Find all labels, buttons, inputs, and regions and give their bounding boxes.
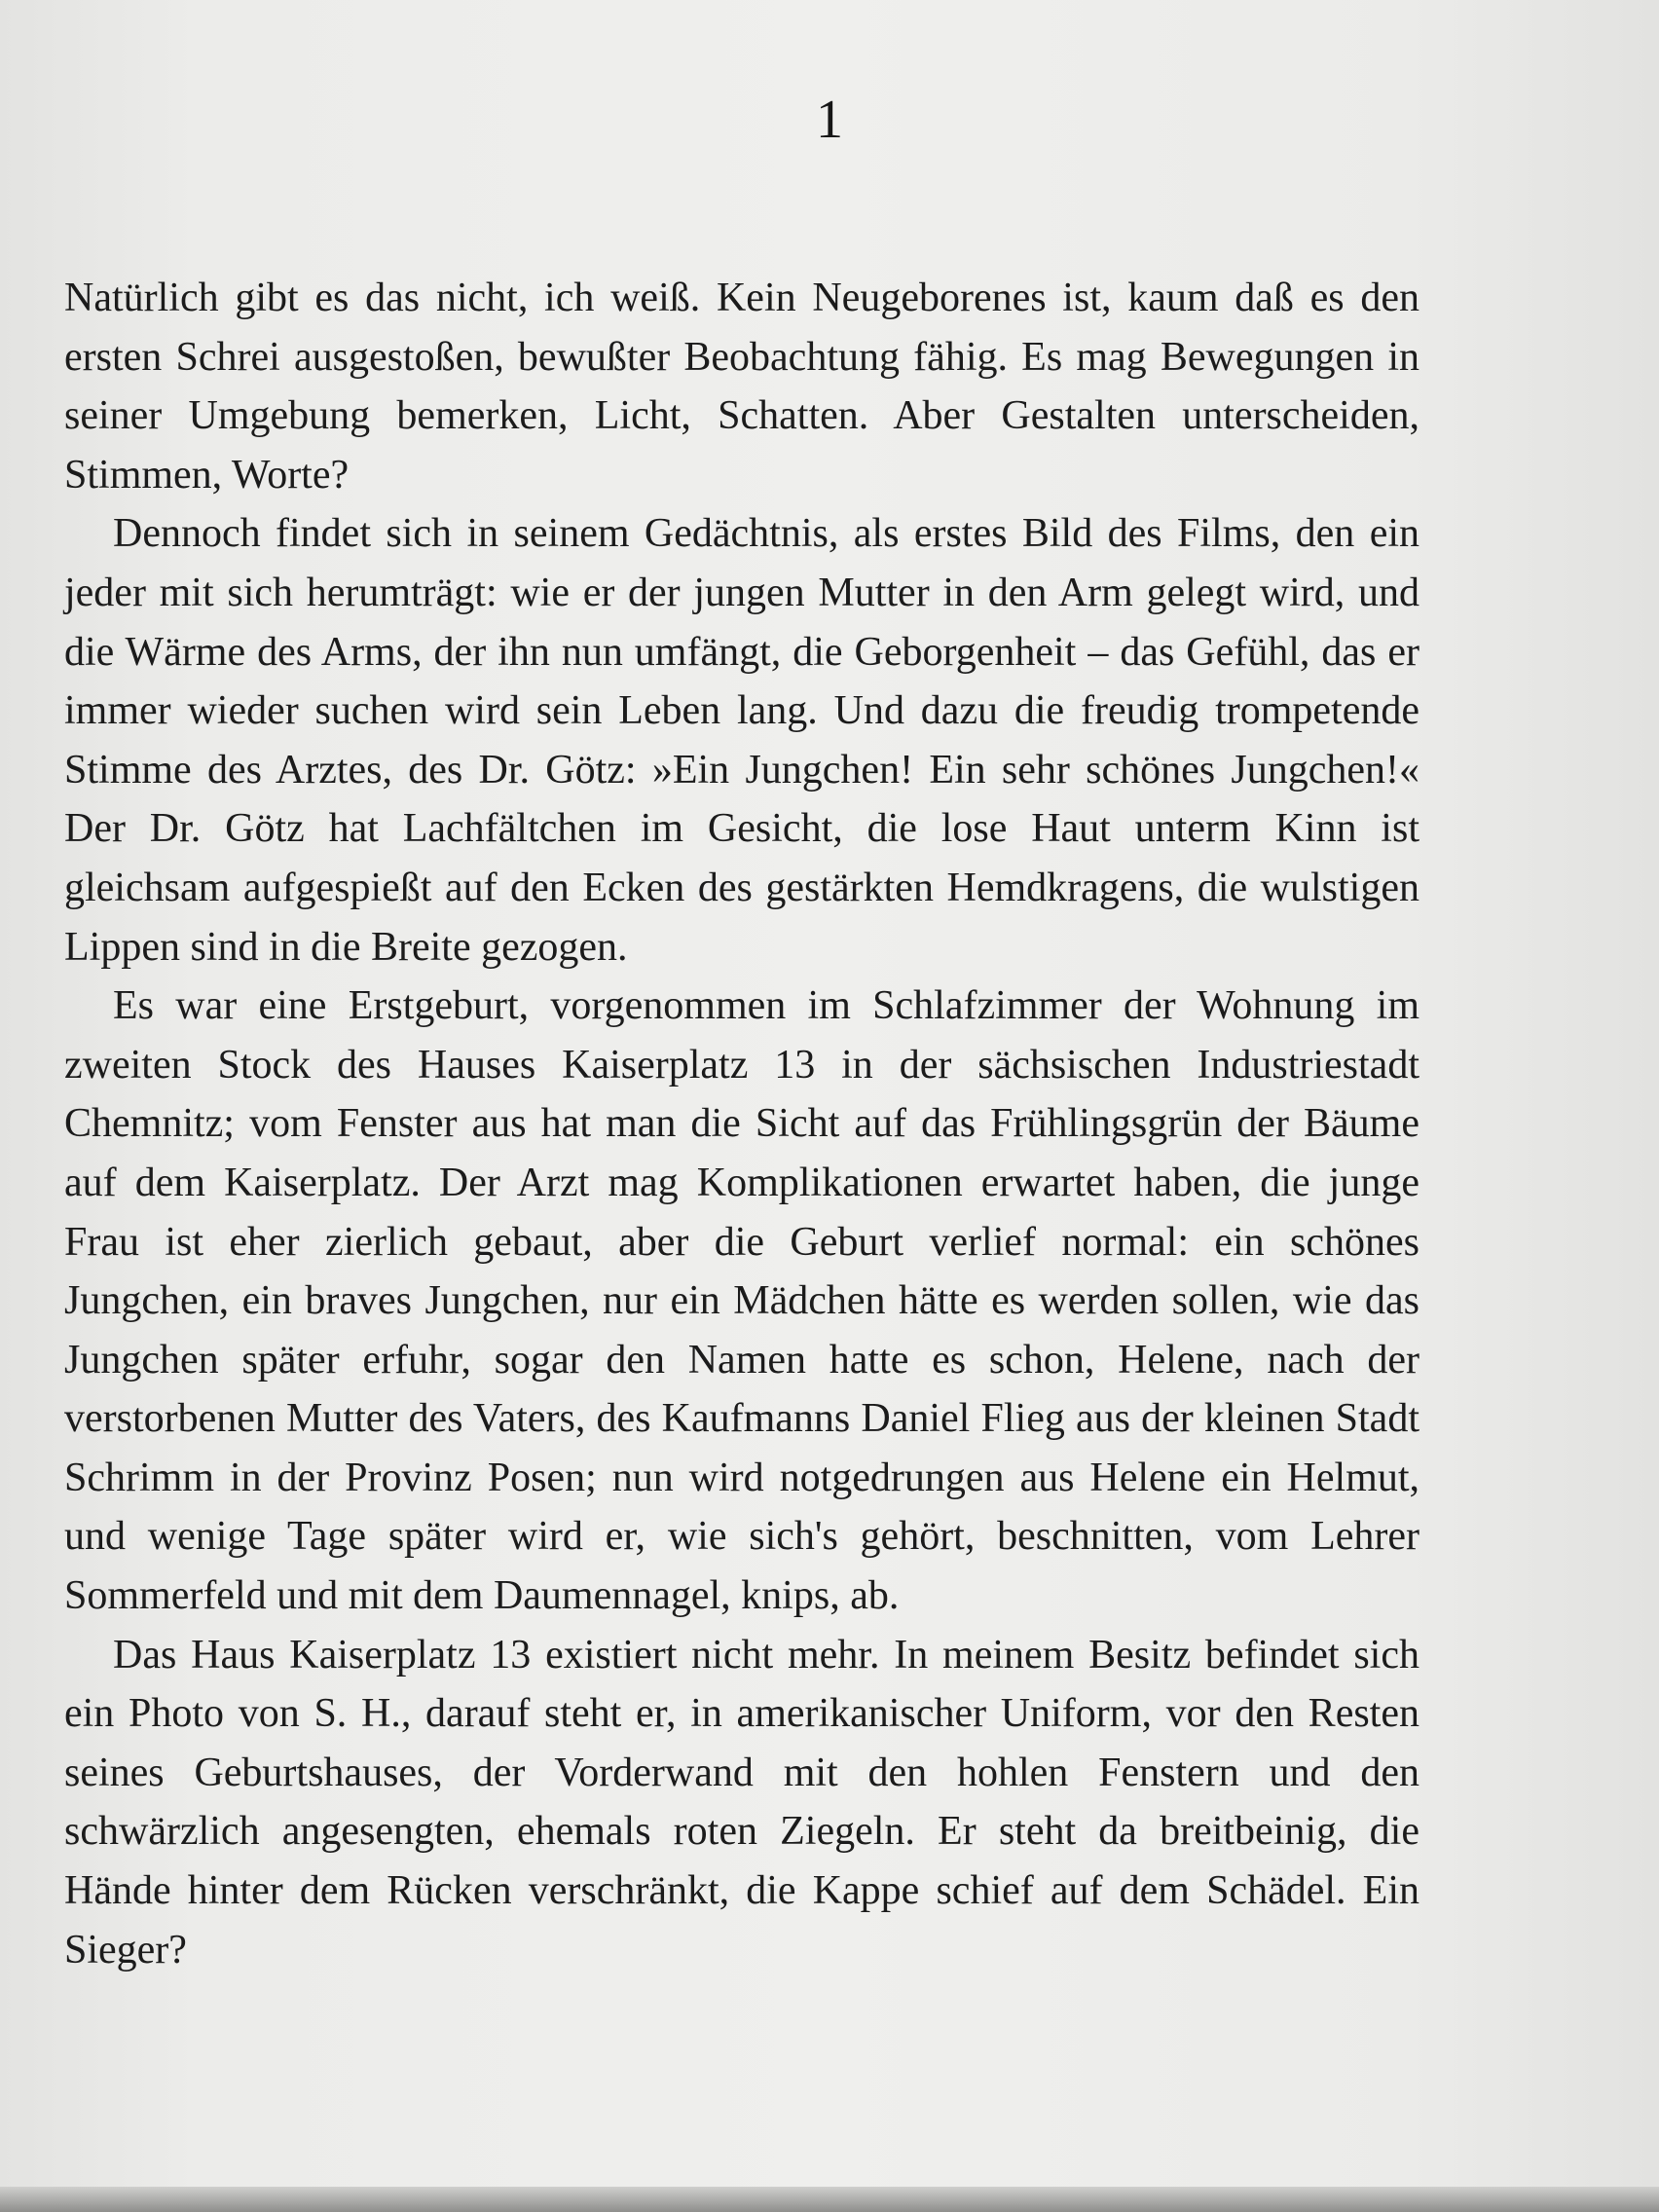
page-bottom-edge [0, 2187, 1659, 2212]
paragraph: Das Haus Kaiserplatz 13 existiert nicht mehr. In meinem Besitz befindet sich ein Photo von S. H., darauf steht er, in amerikanischer Uniform, vor den Resten seines Geburtshauses, der Vorderwand mit den hohlen Fenstern und den schwärzlich angesengten, ehemals roten Ziegeln. Er steht da breitbeinig, die Hände hinter dem Rücken verschränkt, die Kappe schief auf dem Schädel. Ein Sieger? [64, 1632, 1419, 1972]
paragraph: Natürlich gibt es das nicht, ich weiß. Kein Neugeborenes ist, kaum daß es den ersten Schrei ausgestoßen, bewußter Beobachtung fähig. Es mag Bewegungen in seiner Umgebung bemerken, Licht, Schatten. Aber Gestalten unterscheiden, Stimmen, Worte? [64, 276, 1419, 498]
paragraph: Dennoch findet sich in seinem Gedächtnis, als erstes Bild des Films, den ein jeder mit sich herumträgt: wie er der jungen Mutter in den Arm gelegt wird, und die Wärme des Arms, der ihn nun umfängt, die Geborgenheit – das Gefühl, das er immer wieder suchen wird sein Leben lang. Und dazu die freudig trompetende Stimme des Arztes, des Dr. Götz: »Ein Jungchen! Ein sehr schönes Jungchen!« Der Dr. Götz hat Lachfältchen im Gesicht, die lose Haut unterm Kinn ist gleichsam aufgespießt auf den Ecken des gestärkten Hemdkragens, die wulstigen Lippen sind in die Breite gezogen. [64, 511, 1419, 970]
body-text [64, 269, 1419, 1979]
chapter-number: 1 [816, 90, 843, 150]
paragraph: Es war eine Erstgeburt, vorgenommen im Schlafzimmer der Wohnung im zweiten Stock des Hauses Kaiserplatz 13 in der sächsischen Industriestadt Chemnitz; vom Fenster aus hat man die Sicht auf das Frühlingsgrün der Bäume auf dem Kaiserplatz. Der Arzt mag Komplikationen erwartet haben, die junge Frau ist eher zierlich gebaut, aber die Geburt verlief normal: ein schönes Jungchen, ein braves Jungchen, nur ein Mädchen hätte es werden sollen, wie das Jungchen später erfuhr, sogar den Namen hatte es schon, Helene, nach der verstorbenen Mutter des Vaters, des Kaufmanns Daniel Flieg aus der kleinen Stadt Schrimm in der Provinz Posen; nun wird notgedrungen aus Helene ein Helmut, und wenige Tage später wird er, wie sich's gehört, beschnitten, vom Lehrer Sommerfeld und mit dem Daumennagel, knips, ab. [64, 983, 1419, 1619]
